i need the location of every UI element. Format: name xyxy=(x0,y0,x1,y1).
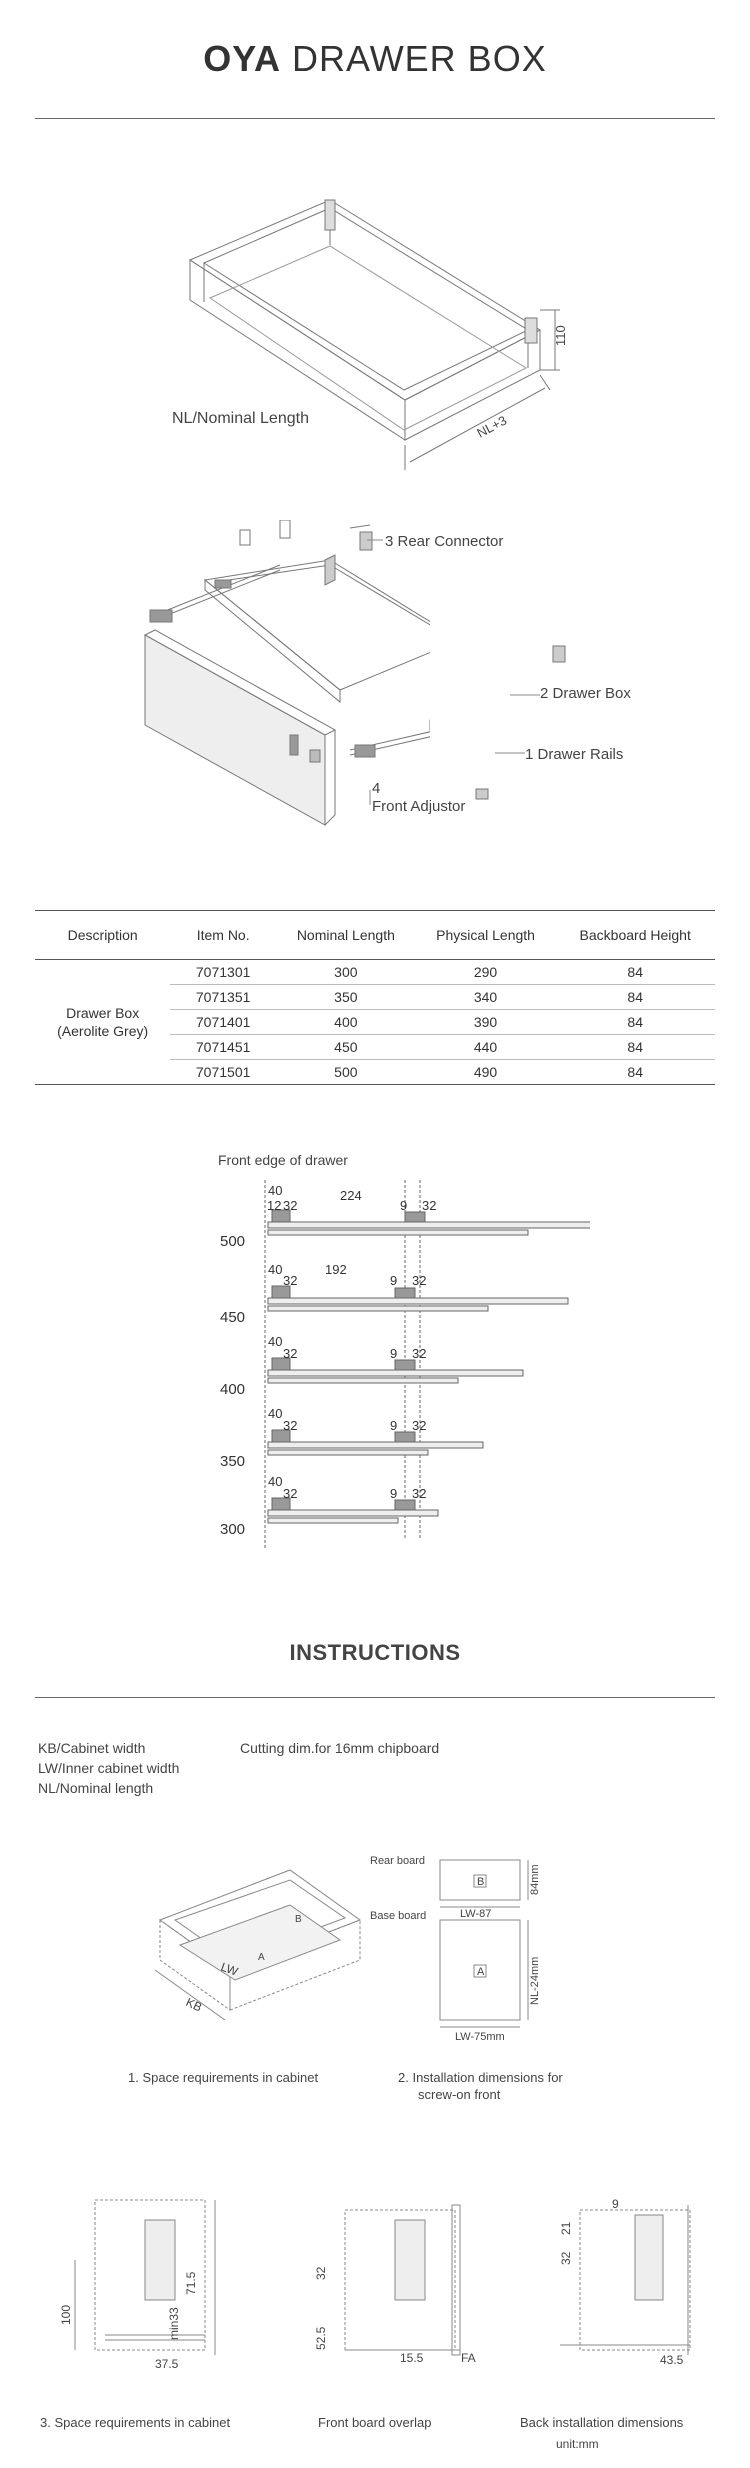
front-adjustor-number: 4 xyxy=(372,780,381,797)
drawer-box-drawing xyxy=(140,190,620,470)
dim-32-left: 32 xyxy=(283,1346,298,1361)
d5-21: 21 xyxy=(559,2221,573,2235)
description-line1: Drawer Box xyxy=(66,1005,140,1021)
backboard-height-cell: 84 xyxy=(555,985,715,1010)
item-no-cell: 7071401 xyxy=(170,1010,276,1035)
nominal-length-cell: 500 xyxy=(276,1060,416,1085)
d5-9: 9 xyxy=(612,2197,619,2211)
d3-100: 100 xyxy=(59,2304,73,2325)
col-backboard-height: Backboard Height xyxy=(555,911,715,960)
cabinet-a-label: A xyxy=(258,1952,265,1963)
instructions-heading: INSTRUCTIONS xyxy=(289,1640,461,1665)
physical-length-cell: 490 xyxy=(416,1060,556,1085)
item-no-cell: 7071501 xyxy=(170,1060,276,1085)
physical-length-cell: 290 xyxy=(416,960,556,985)
rear-board-label: Rear board xyxy=(370,1855,426,1867)
front-adjustor-label: Front Adjustor xyxy=(372,798,466,815)
col-description: Description xyxy=(35,911,170,960)
caption-5: Back installation dimensions xyxy=(520,2415,684,2430)
backboard-height-cell: 84 xyxy=(555,1010,715,1035)
table-row xyxy=(35,960,715,985)
caption-1: 1. Space requirements in cabinet xyxy=(128,2070,319,2085)
description-cell xyxy=(35,960,170,1085)
dim-192: 192 xyxy=(325,1262,347,1277)
rail-length-500: 500 xyxy=(220,1233,246,1250)
cabinet-b-label: B xyxy=(295,1914,302,1925)
dim-9: 9 xyxy=(390,1486,398,1501)
dim-40: 40 xyxy=(268,1183,283,1198)
dim-40: 40 xyxy=(268,1474,283,1489)
d3-37-5: 37.5 xyxy=(155,2357,179,2370)
dim-nl-label: NL+3 xyxy=(474,412,510,441)
drawer-rails-label: 1 Drawer Rails xyxy=(525,746,624,763)
dim-40: 40 xyxy=(268,1406,283,1421)
dim-40: 40 xyxy=(268,1262,283,1277)
base-board-label: Base board xyxy=(370,1910,427,1922)
dim-40: 40 xyxy=(268,1334,283,1349)
legend-lw: LW/Inner cabinet width xyxy=(38,1760,180,1776)
dim-84mm: 84mm xyxy=(529,1864,541,1895)
spec-table xyxy=(35,910,715,1085)
d4-32: 32 xyxy=(314,2266,328,2280)
d4-52-5: 52.5 xyxy=(314,2326,328,2350)
rail-length-300: 300 xyxy=(220,1521,246,1538)
dim-32-left: 32 xyxy=(283,1273,298,1288)
cabinet-kb-label: KB xyxy=(183,1995,205,2015)
front-overlap-drawing xyxy=(300,2190,480,2370)
front-edge-label: Front edge of drawer xyxy=(218,1152,348,1168)
rail-length-350: 350 xyxy=(220,1453,246,1470)
item-no-cell: 7071301 xyxy=(170,960,276,985)
table-header-row xyxy=(35,911,715,960)
leader-lines xyxy=(345,520,585,820)
backboard-height-cell: 84 xyxy=(555,1060,715,1085)
header-divider xyxy=(35,118,715,119)
dim-12: 12 xyxy=(267,1198,282,1213)
legend-kb: KB/Cabinet width xyxy=(38,1740,146,1756)
backboard-height-cell: 84 xyxy=(555,960,715,985)
caption-4: Front board overlap xyxy=(318,2415,432,2430)
d4-fa: FA xyxy=(461,2351,476,2365)
nominal-length-label: NL/Nominal Length xyxy=(172,410,309,427)
caption-3: 3. Space requirements in cabinet xyxy=(40,2415,231,2430)
backboard-height-cell: 84 xyxy=(555,1035,715,1060)
caption-2a: 2. Installation dimensions for xyxy=(398,2070,563,2085)
d5-43-5: 43.5 xyxy=(660,2353,684,2367)
dim-32-left: 32 xyxy=(283,1198,298,1213)
dim-9: 9 xyxy=(390,1346,398,1361)
nominal-length-cell: 300 xyxy=(276,960,416,985)
d3-min33: min33 xyxy=(167,2307,181,2340)
dim-lw87: LW-87 xyxy=(460,1908,492,1920)
rear-connector-label: 3 Rear Connector xyxy=(385,533,504,550)
d4-15-5: 15.5 xyxy=(400,2351,424,2365)
dim-32: 32 xyxy=(412,1346,427,1361)
col-physical-length: Physical Length xyxy=(416,911,556,960)
d5-32: 32 xyxy=(559,2251,573,2265)
caption-2b: screw-on front xyxy=(418,2087,501,2102)
rail-length-400: 400 xyxy=(220,1381,246,1398)
unit-label: unit:mm xyxy=(556,2437,599,2451)
dim-32: 32 xyxy=(422,1198,437,1213)
back-installation-drawing xyxy=(540,2190,720,2370)
physical-length-cell: 340 xyxy=(416,985,556,1010)
drawer-box-label: 2 Drawer Box xyxy=(540,685,631,702)
col-item-no: Item No. xyxy=(170,911,276,960)
nominal-length-cell: 350 xyxy=(276,985,416,1010)
cabinet-lw-label: LW xyxy=(218,1959,240,1979)
col-nominal-length: Nominal Length xyxy=(276,911,416,960)
nominal-length-cell: 400 xyxy=(276,1010,416,1035)
dim-32: 32 xyxy=(412,1418,427,1433)
dim-lw75: LW-75mm xyxy=(455,2031,505,2043)
d3-71-5: 71.5 xyxy=(184,2271,198,2295)
description-line2: (Aerolite Grey) xyxy=(57,1023,149,1039)
dim-nl24: NL-24mm xyxy=(529,1956,541,2005)
item-no-cell: 7071451 xyxy=(170,1035,276,1060)
item-no-cell: 7071351 xyxy=(170,985,276,1010)
dim-32-left: 32 xyxy=(283,1486,298,1501)
cutting-dim-label: Cutting dim.for 16mm chipboard xyxy=(240,1740,440,1756)
base-board-a: A xyxy=(477,1966,485,1978)
rear-board-b: B xyxy=(477,1876,485,1888)
dim-32-left: 32 xyxy=(283,1418,298,1433)
rail-length-diagram xyxy=(210,1170,590,1560)
dim-height-label: 110 xyxy=(553,325,568,346)
rail-length-450: 450 xyxy=(220,1309,246,1326)
brand-name: OYA xyxy=(203,38,281,79)
cabinet-space-drawing xyxy=(140,1860,380,2020)
dim-32: 32 xyxy=(412,1273,427,1288)
instructions-divider xyxy=(35,1697,715,1698)
dim-32: 32 xyxy=(412,1486,427,1501)
physical-length-cell: 390 xyxy=(416,1010,556,1035)
title-text: DRAWER BOX xyxy=(292,38,547,79)
page-title xyxy=(0,38,750,80)
physical-length-cell: 440 xyxy=(416,1035,556,1060)
dim-9: 9 xyxy=(390,1418,398,1433)
nominal-length-cell: 450 xyxy=(276,1035,416,1060)
dim-224: 224 xyxy=(340,1188,362,1203)
cabinet-side-drawing xyxy=(45,2190,225,2370)
legend-nl: NL/Nominal length xyxy=(38,1780,154,1796)
dim-9: 9 xyxy=(390,1273,398,1288)
board-cutting-drawing xyxy=(430,1855,590,2045)
dim-9: 9 xyxy=(400,1198,408,1213)
